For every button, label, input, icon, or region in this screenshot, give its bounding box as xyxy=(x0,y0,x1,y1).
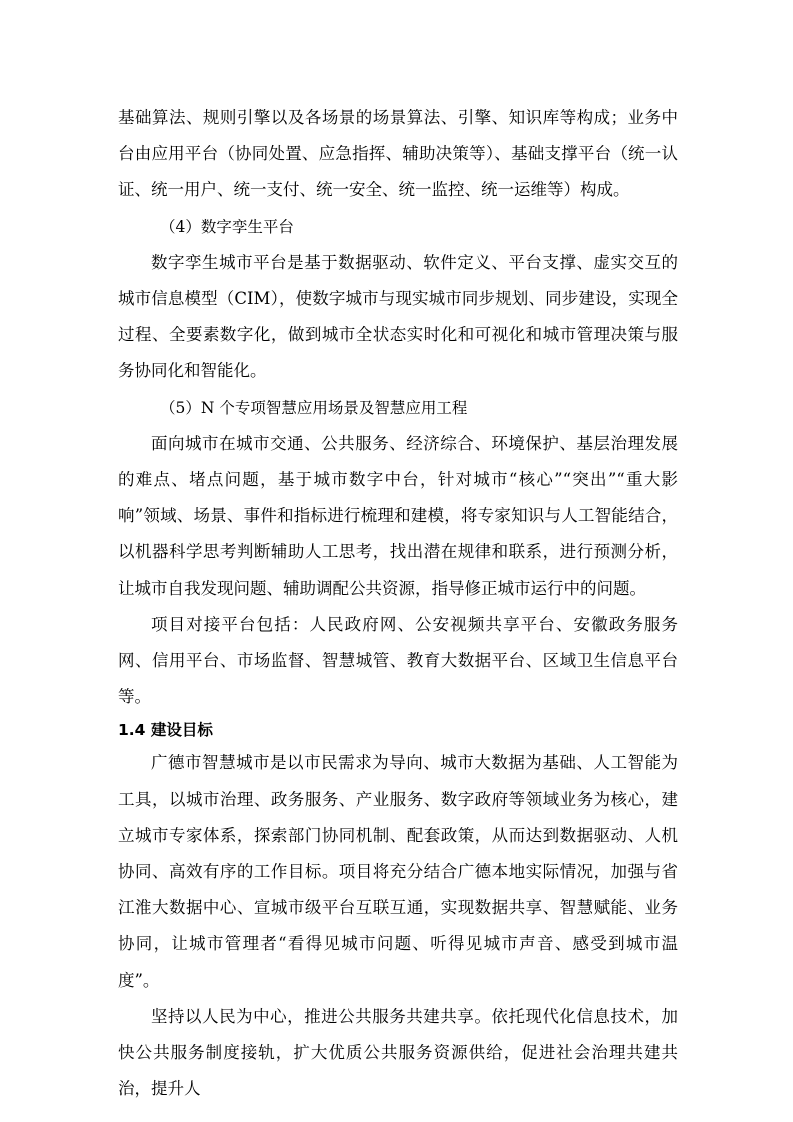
subheading-digital-twin: （4）数字孪生平台 xyxy=(160,217,294,236)
paragraph-smart-applications: 面向城市在城市交通、公共服务、经济综合、环境保护、基层治理发展的难点、堵点问题，基于城市数字中台，针对城市“核心”“突出”“重大影响”领域、场景、事件和指标进行梳理和建模，将专家知识与人工智能结合，以机器科学思考判断辅助人工思考，找出潜在规律和联系，进行预测分析，让城市自我发现问题、辅助调配公共资源，指导修正城市运行中的问题。 xyxy=(118,433,678,598)
paragraph-connected-platforms: 项目对接平台包括：人民政府网、公安视频共享平台、安徽政务服务网、信用平台、市场监督、智慧城管、教育大数据平台、区域卫生信息平台等。 xyxy=(118,614,678,707)
document-page xyxy=(118,100,678,1107)
subheading-smart-applications: （5）N 个专项智慧应用场景及智慧应用工程 xyxy=(160,398,468,417)
paragraph-construction-goals: 广德市智慧城市是以市民需求为导向、城市大数据为基础、人工智能为工具，以城市治理、政务服务、产业服务、数字政府等领域业务为核心，建立城市专家体系，探索部门协同机制、配套政策，从而达到数据驱动、人机协同、高效有序的工作目标。项目将充分结合广德本地实际情况，加强与省江淮大数据中心、宣城市级平台互联互通，实现数据共享、智慧赋能、业务协同，让城市管理者“看得见城市问题、听得见城市声音、感受到城市温度”。 xyxy=(118,753,678,990)
paragraph-digital-twin: 数字孪生城市平台是基于数据驱动、软件定义、平台支撑、虚实交互的城市信息模型（CIM），使数字城市与现实城市同步规划、同步建设，实现全过程、全要素数字化，做到城市全状态实时化和可视化和城市管理决策与服务协同化和智能化。 xyxy=(118,252,678,381)
section-heading-construction-goals: 1.4 建设目标 xyxy=(118,721,213,740)
paragraph-business-middle-platform: 基础算法、规则引擎以及各场景的场景算法、引擎、知识库等构成；业务中台由应用平台（协同处置、应急指挥、辅助决策等）、基础支撑平台（统一认证、统一用户、统一支付、统一安全、统一监控、统一运维等）构成。 xyxy=(118,108,678,200)
paragraph-people-centered: 坚持以人民为中心，推进公共服务共建共享。依托现代化信息技术，加快公共服务制度接轨，扩大优质公共服务资源供给，促进社会治理共建共治，提升人 xyxy=(118,1006,678,1099)
